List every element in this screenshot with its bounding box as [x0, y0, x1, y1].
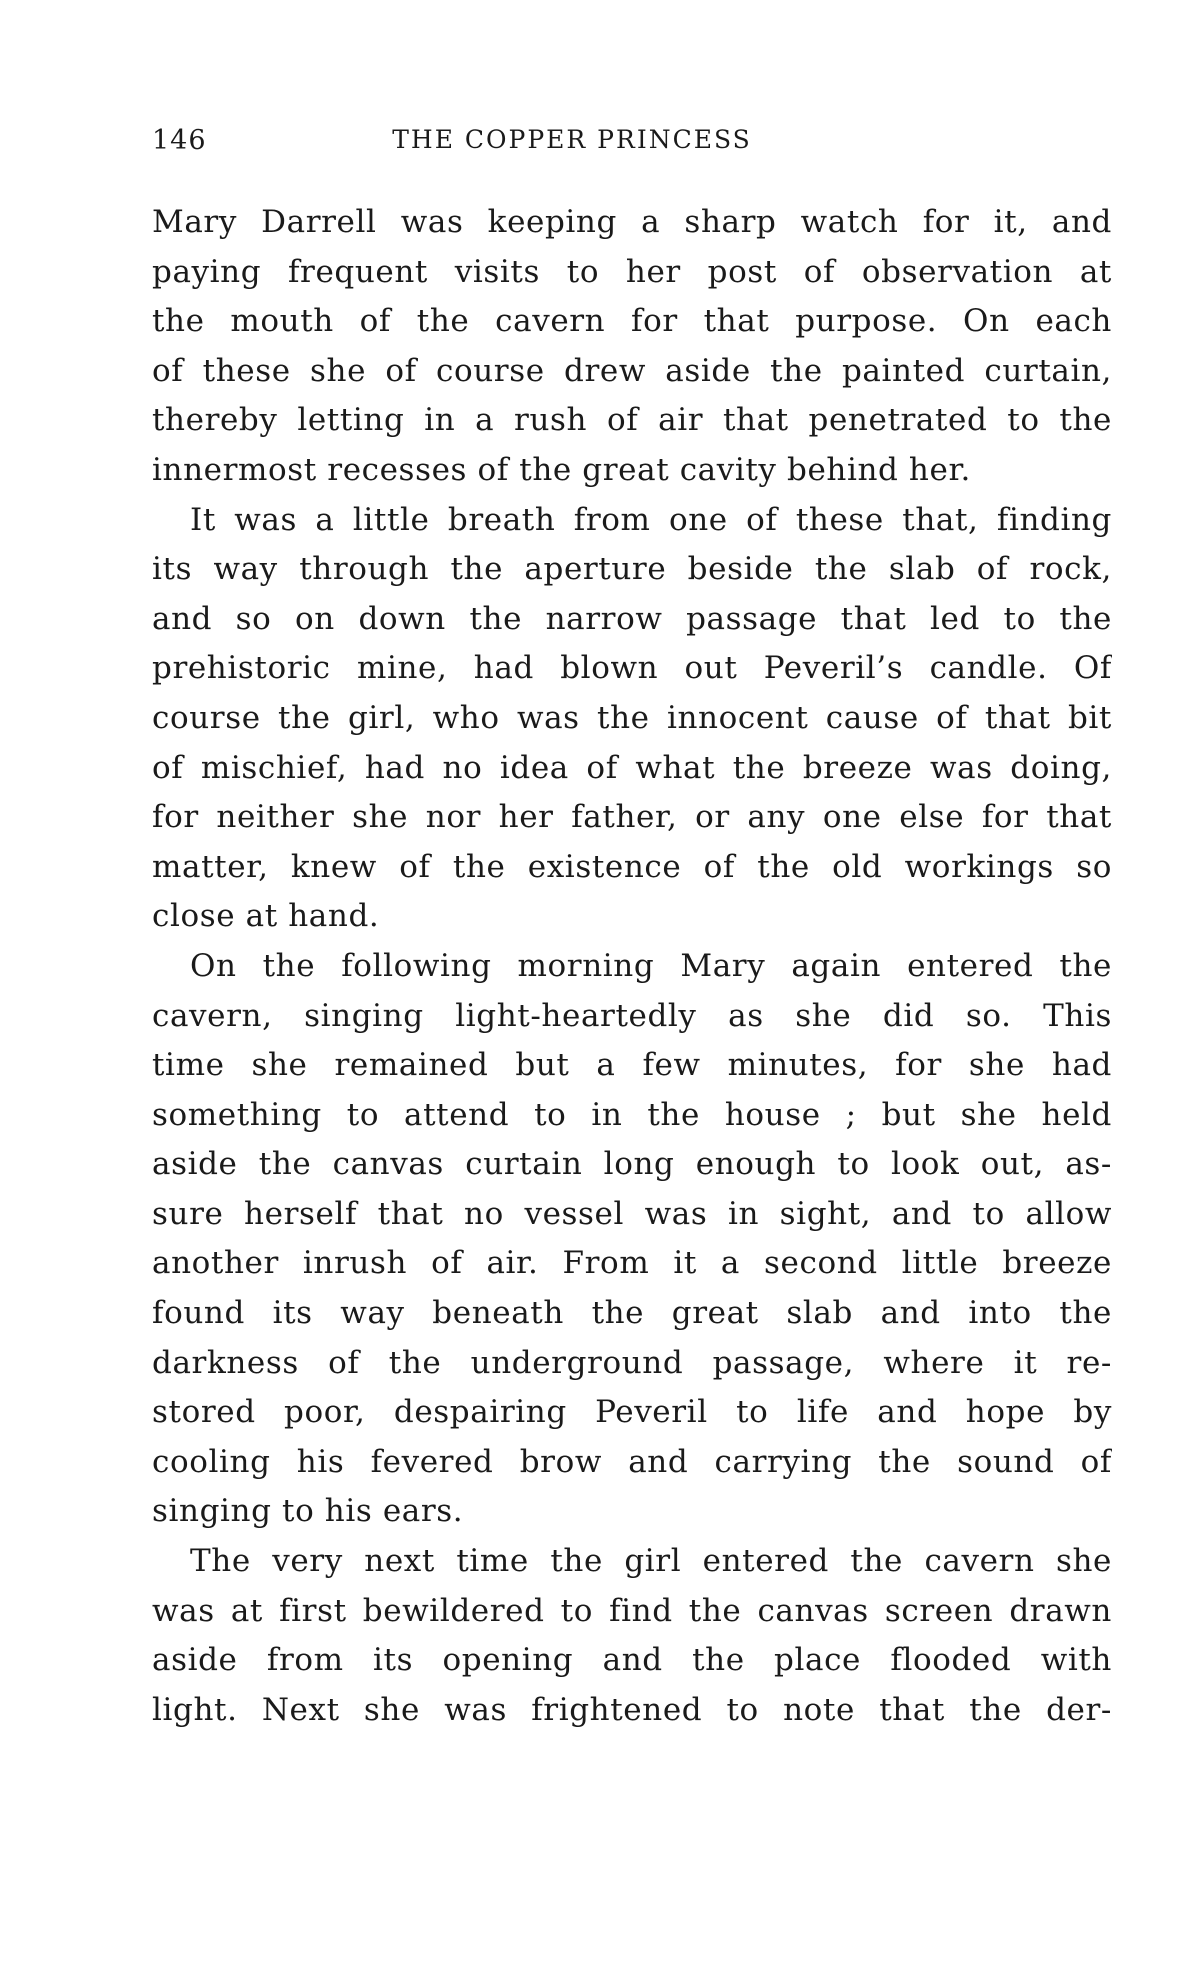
text-line: time she remained but a few minutes, for she had [152, 1047, 1112, 1084]
text-line: and so on down the narrow passage that led to the [152, 600, 1112, 637]
text-line: close at hand. [152, 898, 380, 935]
text-line: for neither she nor her father, or any one else for that [152, 799, 1112, 836]
paragraph [152, 496, 1112, 942]
text-line: of mischief, had no idea of what the breeze was doing, [152, 749, 1112, 786]
text-line: its way through the aperture beside the slab of rock, [152, 551, 1112, 588]
text-line: was at first bewildered to find the canvas screen drawn [152, 1592, 1112, 1629]
paragraph [152, 1537, 1112, 1735]
text-line: sure herself that no vessel was in sight, and to allow [152, 1195, 1112, 1232]
body-text [152, 198, 1112, 1735]
text-line: cavern, singing light-heartedly as she did so. This [152, 997, 1112, 1034]
text-line: thereby letting in a rush of air that penetrated to the [152, 402, 1112, 439]
text-line: course the girl, who was the innocent cause of that bit [152, 699, 1112, 736]
running-title: THE COPPER PRINCESS [392, 125, 752, 154]
text-line: cooling his fevered brow and carrying the sound of [152, 1443, 1112, 1480]
text-line: something to attend to in the house ; but she held [152, 1096, 1112, 1133]
text-line: innermost recesses of the great cavity behind her. [152, 451, 971, 488]
text-line: found its way beneath the great slab and into the [152, 1295, 1112, 1332]
running-head [152, 125, 1112, 165]
text-line: It was a little breath from one of these that, finding [190, 501, 1112, 538]
text-line: Mary Darrell was keeping a sharp watch for it, and [152, 204, 1112, 240]
text-line: darkness of the underground passage, where it re- [152, 1344, 1112, 1381]
text-line: The very next time the girl entered the cavern she [190, 1543, 1112, 1580]
paragraph [152, 198, 1112, 496]
text-line: prehistoric mine, had blown out Peveril’s candle. Of [152, 650, 1112, 687]
text-line: another inrush of air. From it a second little breeze [152, 1245, 1112, 1282]
page-number: 146 [152, 125, 207, 156]
text-line: On the following morning Mary again entered the [190, 947, 1112, 984]
text-line: paying frequent visits to her post of observation at [152, 253, 1112, 290]
text-line: singing to his ears. [152, 1493, 464, 1530]
text-line: aside the canvas curtain long enough to look out, as- [152, 1146, 1112, 1183]
text-line: of these she of course drew aside the painted curtain, [152, 352, 1112, 389]
text-line: matter, knew of the existence of the old workings so [152, 848, 1112, 885]
text-line: stored poor, despairing Peveril to life and hope by [152, 1394, 1112, 1431]
text-line: light. Next she was frightened to note that the der- [152, 1691, 1112, 1728]
text-line: aside from its opening and the place flooded with [152, 1642, 1112, 1679]
paragraph [152, 942, 1112, 1537]
text-line: the mouth of the cavern for that purpose. On each [152, 303, 1112, 340]
